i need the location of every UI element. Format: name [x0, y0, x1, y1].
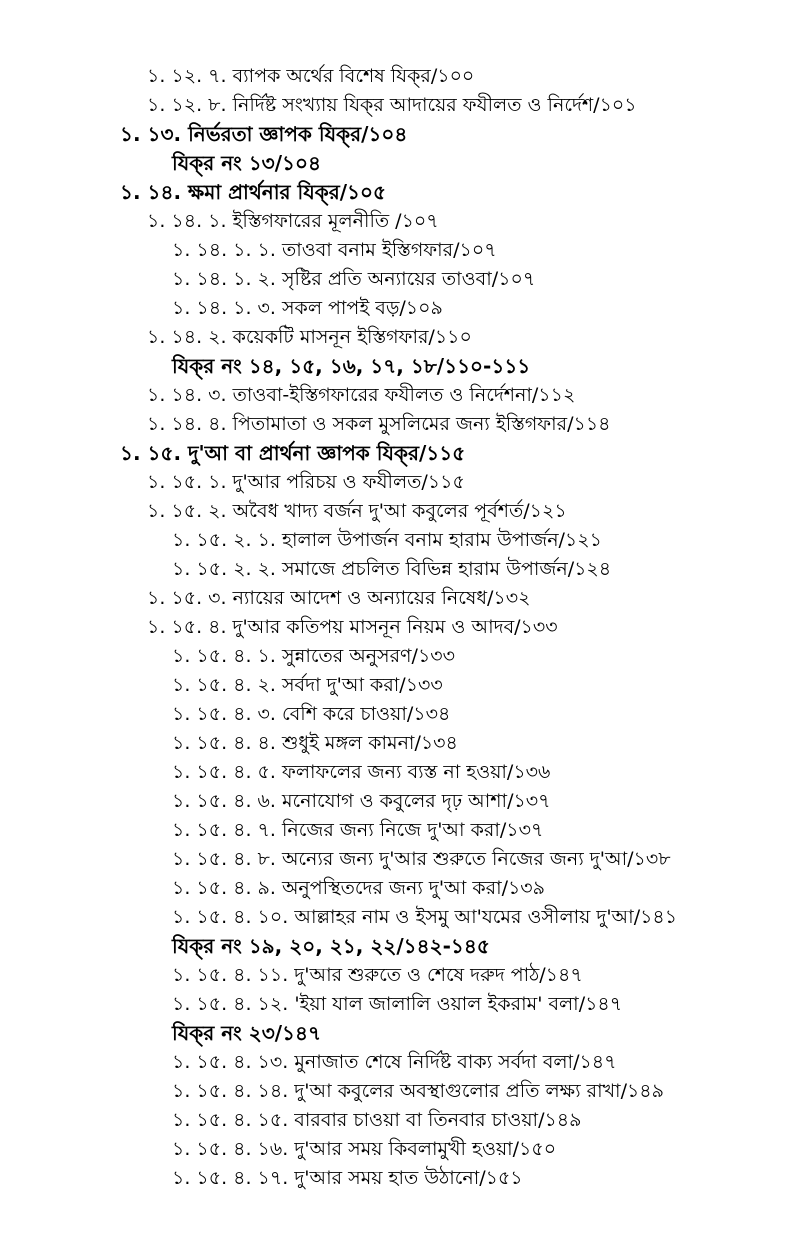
- toc-entry: ১. ১৫. ৪. ৫. ফলাফলের জন্য ব্যস্ত না হওয়া/১৩৬: [172, 761, 551, 783]
- toc-entry: ১. ১৪. ৩. তাওবা-ইস্তিগফারের ফযীলত ও নির্দেশনা/১১২: [147, 384, 576, 406]
- toc-entry: ১. ১৫. ৪. ৩. বেশি করে চাওয়া/১৩৪: [172, 703, 451, 725]
- toc-section-heading: ১. ১৫. দু'আ বা প্রার্থনা জ্ঞাপক যিক্‌র/১১৫: [120, 441, 466, 465]
- toc-entry: ১. ১৫. ৪. ১৩. মুনাজাত শেষে নির্দিষ্ট বাক্য সর্বদা বলা/১৪৭: [172, 1051, 617, 1073]
- toc-entry-wrapped: ১. ১৫. ৪. ১০. আল্লাহর নাম ও ইসমু আ'যমের ওসীলায় দু'আ/১৪১: [172, 906, 678, 928]
- toc-entry: ১. ১৫. ২. অবৈধ খাদ্য বর্জন দু'আ কবুলের পূর্বশর্ত/১২১: [147, 500, 567, 522]
- toc-entry: ১. ১৫. ২. ২. সমাজে প্রচলিত বিভিন্ন হারাম উপার্জন/১২৪: [172, 558, 612, 580]
- table-of-contents: [0, 62, 800, 1193]
- toc-entry: ১. ১৪. ১. ৩. সকল পাপই বড়/১০৯: [172, 297, 443, 319]
- toc-entry: ১. ১৫. ৪. ২. সর্বদা দু'আ করা/১৩৩: [172, 674, 443, 696]
- toc-entry: ১. ১৫. ৪. ৯. অনুপস্থিতদের জন্য দু'আ করা/১৩৯: [172, 877, 545, 899]
- toc-entry: ১. ১৫. ৪. ১৪. দু'আ কবুলের অবস্থাগুলোর প্রতি লক্ষ্য রাখা/১৪৯: [172, 1080, 664, 1102]
- toc-entry: ১. ১৫. ৩. ন্যায়ের আদেশ ও অন্যায়ের নিষেধ/১৩২: [147, 587, 531, 609]
- toc-entry: ১. ১৪. ১. ইস্তিগফারের মূলনীতি /১০৭: [147, 210, 439, 232]
- toc-entry: ১. ১২. ৭. ব্যাপক অর্থের বিশেষ যিক্‌র/১০০: [147, 65, 475, 87]
- toc-entry: ১. ১৫. ৪. ১৭. দু'আর সময় হাত উঠানো/১৫১: [172, 1167, 523, 1189]
- toc-entry: ১. ১৫. ৪. ১৫. বারবার চাওয়া বা তিনবার চাওয়া/১৪৯: [172, 1109, 582, 1131]
- toc-entry: ১. ১৫. ৪. ৮. অন্যের জন্য দু'আর শুরুতে নিজের জন্য দু'আ/১৩৮: [172, 848, 671, 870]
- toc-entry: ১. ১৪. ২. কয়েকটি মাসনূন ইস্তিগফার/১১০: [147, 326, 472, 348]
- toc-entry: ১. ১৪. ১. ২. সৃষ্টির প্রতি অন্যায়ের তাওবা/১০৭: [172, 268, 536, 290]
- toc-entry: ১. ১৫. ৪. ৪. শুধুই মঙ্গল কামনা/১৩৪: [172, 732, 458, 754]
- toc-section-heading: ১. ১৩. নির্ভরতা জ্ঞাপক যিক্‌র/১০৪: [120, 122, 408, 146]
- toc-entry: ১. ১৫. ৪. ১২. 'ইয়া যাল জালালি ওয়াল ইকরাম' বলা/১৪৭: [172, 993, 623, 1015]
- toc-entry: ১. ১৫. ৪. ৬. মনোযোগ ও কবুলের দৃঢ় আশা/১৩৭: [172, 790, 551, 812]
- toc-zikr-reference: যিক্‌র নং ১৯, ২০, ২১, ২২/১৪২-১৪৫: [172, 934, 490, 958]
- toc-zikr-reference: যিক্‌র নং ১৪, ১৫, ১৬, ১৭, ১৮/১১০-১১১: [172, 354, 531, 378]
- toc-entry: ১. ১৪. ১. ১. তাওবা বনাম ইস্তিগফার/১০৭: [172, 239, 497, 261]
- toc-entry: ১. ১৫. ৪. ১. সুন্নাতের অনুসরণ/১৩৩: [172, 645, 455, 667]
- toc-section-heading: ১. ১৪. ক্ষমা প্রার্থনার যিক্‌র/১০৫: [120, 180, 387, 204]
- toc-entry: ১. ১৫. ৪. ১৬. দু'আর সময় কিবলামুখী হওয়া/১৫০: [172, 1138, 557, 1160]
- toc-entry: ১. ১৫. ১. দু'আর পরিচয় ও ফযীলত/১১৫: [147, 471, 465, 493]
- toc-entry: ১. ১৫. ৪. ১১. দু'আর শুরুতে ও শেষে দরুদ পাঠ/১৪৭: [172, 964, 583, 986]
- toc-entry: ১. ১৫. ৪. ৭. নিজের জন্য নিজে দু'আ করা/১৩৭: [172, 819, 544, 841]
- toc-zikr-reference: যিক্‌র নং ২৩/১৪৭: [172, 1021, 321, 1045]
- toc-entry: ১. ১৫. ২. ১. হালাল উপার্জন বনাম হারাম উপার্জন/১২১: [172, 529, 602, 551]
- toc-zikr-reference: যিক্‌র নং ১৩/১০৪: [172, 151, 321, 175]
- toc-entry: ১. ১২. ৮. নির্দিষ্ট সংখ্যায় যিক্‌র আদায়ের ফযীলত ও নির্দেশ/১০১: [147, 94, 637, 116]
- toc-entry: ১. ১৫. ৪. দু'আর কতিপয় মাসনূন নিয়ম ও আদব/১৩৩: [147, 616, 558, 638]
- toc-entry: ১. ১৪. ৪. পিতামাতা ও সকল মুসলিমের জন্য ইস্তিগফার/১১৪: [147, 413, 611, 435]
